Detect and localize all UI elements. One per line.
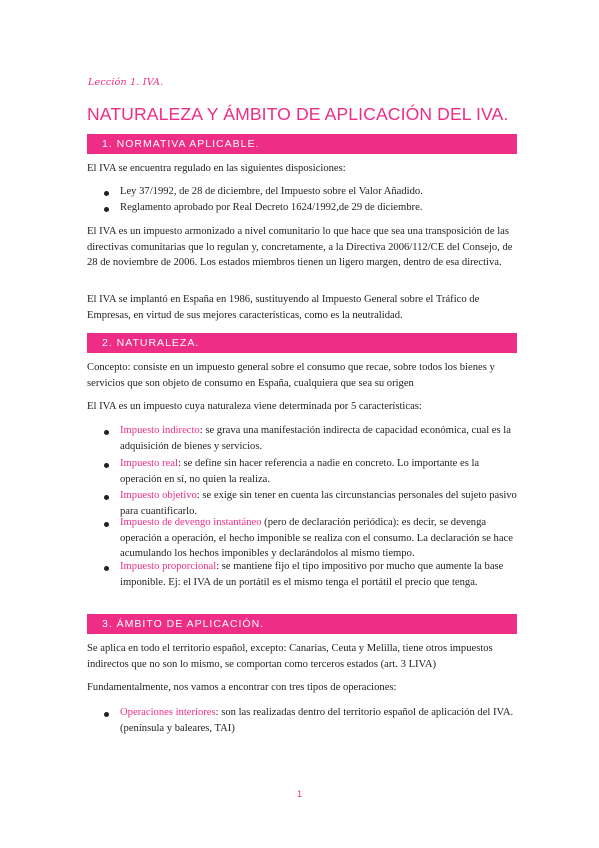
bullet-icon	[104, 191, 109, 196]
term-text: : se exige sin tener en cuenta las circunstancias personales del sujeto pasivo para cuantificarlo.	[120, 490, 517, 517]
term-label: Impuesto indirecto	[120, 425, 200, 436]
bullet-icon	[104, 463, 109, 468]
bullet-icon	[104, 207, 109, 212]
bullet-icon	[104, 522, 109, 527]
naturaleza-intro: El IVA es un impuesto cuya naturaleza viene determinada por 5 características:	[87, 401, 422, 412]
term-text: (pero de declaración periódica): es decir, se devenga operación a operación, el hecho imponible se realiza con el consumo. La declaración se hace acumulando los hechos imponibles y declarándolos al mismo tiempo.	[120, 517, 513, 559]
section-heading-normativa: 1. NORMATIVA APLICABLE.	[87, 134, 517, 154]
term-text: : se define sin hacer referencia a nadie en concreto. Lo importante es la operación en sí, no quien la realiza.	[120, 458, 480, 485]
normativa-intro: El IVA se encuentra regulado en las siguientes disposiciones:	[87, 163, 346, 174]
page-number: 1	[296, 789, 302, 799]
bullet-icon	[104, 430, 109, 435]
normativa-paragraph-1: El IVA es un impuesto armonizado a nivel comunitario lo que hace que sea una transposición de las directivas comunitarias que lo regulan y, concretamente, a la Directiva 2006/112/CE del Consejo, de 28 de noviembre de 2006. Los estados miembros tienen un ligero margen, dentro de esa directiva.	[87, 226, 513, 268]
normativa-item: Ley 37/1992, de 28 de diciembre, del Impuesto sobre el Valor Añadido.	[120, 186, 423, 197]
term-text: : se mantiene fijo el tipo impositivo por mucho que aumente la base imponible. Ej: el IVA de un portátil es el mismo tenga el portátil el precio que tenga.	[120, 561, 504, 588]
ambito-item	[120, 705, 517, 736]
ambito-paragraph-2: Fundamentalmente, nos vamos a encontrar con tres tipos de operaciones:	[87, 682, 397, 693]
term-text: : son las realizadas dentro del territorio español de aplicación del IVA. (península y baleares, TAI)	[120, 707, 514, 734]
bullet-icon	[104, 566, 109, 571]
naturaleza-item	[120, 456, 517, 487]
term-text: : se grava una manifestación indirecta de capacidad económica, cual es la adquisición de bienes y servicios.	[120, 425, 511, 452]
naturaleza-item	[120, 515, 517, 562]
section-heading-naturaleza: 2. NATURALEZA.	[87, 333, 517, 353]
bullet-icon	[104, 495, 109, 500]
lesson-header: Lección 1. IVA.	[88, 77, 164, 88]
term-label: Operaciones interiores	[120, 707, 216, 718]
section-heading-ambito: 3. ÁMBITO DE APLICACIÓN.	[87, 614, 517, 634]
naturaleza-item	[120, 559, 517, 590]
term-label: Impuesto real	[120, 458, 178, 469]
normativa-paragraph-2: El IVA se implantó en España en 1986, sustituyendo al Impuesto General sobre el Tráfico de Empresas, en virtud de sus mejores características, como es la neutralidad.	[87, 294, 480, 321]
ambito-paragraph-1: Se aplica en todo el territorio español, excepto: Canarias, Ceuta y Melilla, tiene otros impuestos indirectos que no son lo mismo, se comportan como terceros estados (art. 3 LIVA)	[87, 643, 493, 670]
term-label: Impuesto de devengo instantáneo	[120, 517, 262, 528]
normativa-item: Reglamento aprobado por Real Decreto 1624/1992,de 29 de diciembre.	[120, 202, 423, 213]
naturaleza-item	[120, 423, 517, 454]
term-label: Impuesto proporcional	[120, 561, 217, 572]
page-title: NATURALEZA Y ÁMBITO DE APLICACIÓN DEL IVA.	[87, 104, 509, 124]
bullet-icon	[104, 712, 109, 717]
concepto-paragraph: Concepto: consiste en un impuesto general sobre el consumo que recae, sobre todos los bienes y servicios que son objeto de consumo en España, cualquiera que sea su origen	[87, 362, 495, 389]
term-label: Impuesto objetivo	[120, 490, 197, 501]
